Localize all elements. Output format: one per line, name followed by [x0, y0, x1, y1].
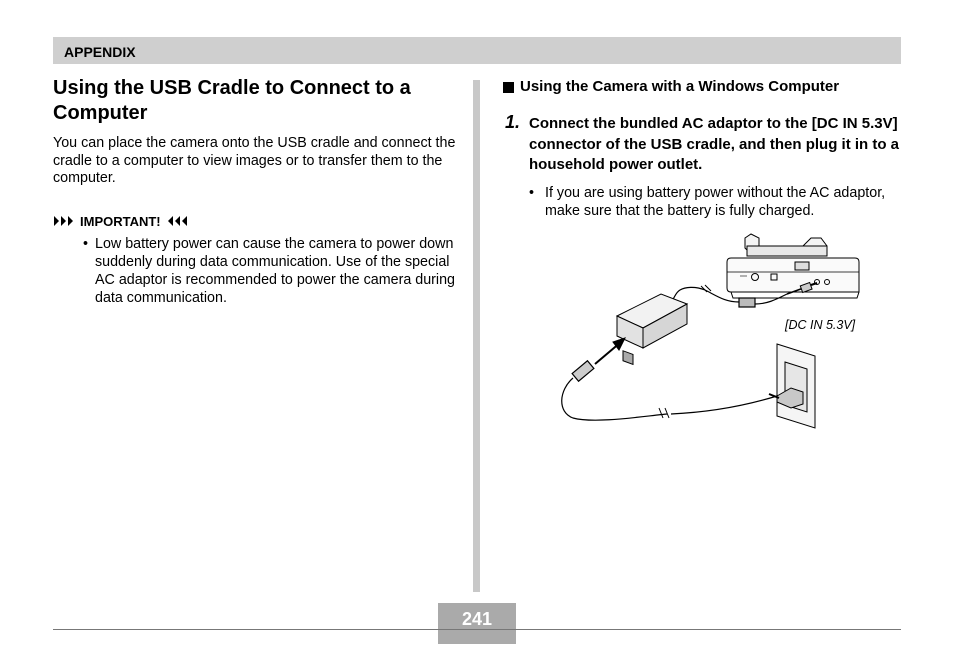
- ac-cord-icon: [562, 361, 777, 420]
- insert-arrow-icon: [595, 338, 625, 364]
- cradle-connection-illustration: [555, 232, 875, 432]
- page-number: 241: [461, 609, 493, 629]
- list-item-text: Low battery power can cause the camera to power down suddenly during data communication. Use of the special AC adaptor is recommended to power the camera during data communication.: [95, 235, 455, 306]
- footer-rule: [53, 629, 901, 630]
- dc-in-callout: [DC IN 5.3V]: [785, 318, 856, 332]
- step-number: 1.: [505, 112, 521, 132]
- section-title: Using the USB Cradle to Connect to a Computer: [53, 77, 411, 124]
- ac-adaptor-icon: [617, 294, 687, 364]
- intro-paragraph: You can place the camera onto the USB cradle and connect the cradle to a computer to view images or to transfer them to the computer.: [53, 135, 456, 186]
- square-bullet-icon: [503, 82, 514, 93]
- right-column: [503, 78, 903, 220]
- left-column: [53, 76, 458, 307]
- header-bar: [53, 37, 901, 64]
- triple-chevron-left-icon: [166, 215, 188, 227]
- triple-chevron-right-icon: [53, 215, 75, 227]
- column-divider: [473, 80, 480, 592]
- important-heading: [53, 214, 458, 229]
- page-number-box: [438, 603, 516, 644]
- list-item: [529, 184, 903, 220]
- step-1: [503, 114, 903, 176]
- list-item: [53, 235, 458, 307]
- bullet-icon: •: [83, 235, 89, 252]
- wall-outlet-icon: [769, 344, 815, 428]
- section-label: APPENDIX: [64, 44, 136, 60]
- step-note-list: [503, 184, 903, 220]
- important-label: IMPORTANT!: [80, 213, 161, 229]
- subheading: [503, 78, 903, 96]
- list-item-text: If you are using battery power without the AC adaptor, make sure that the battery is fully charged.: [545, 184, 886, 219]
- bullet-icon: •: [529, 184, 535, 201]
- subheading-text: Using the Camera with a Windows Computer: [520, 78, 840, 95]
- important-list: [53, 235, 458, 307]
- cradle-adaptor-outlet-drawing: [555, 232, 875, 432]
- step-text: Connect the bundled AC adaptor to the [DC IN 5.3V] connector of the USB cradle, and then plug it in to a household power outlet.: [529, 115, 900, 173]
- usb-cradle-icon: [727, 234, 859, 298]
